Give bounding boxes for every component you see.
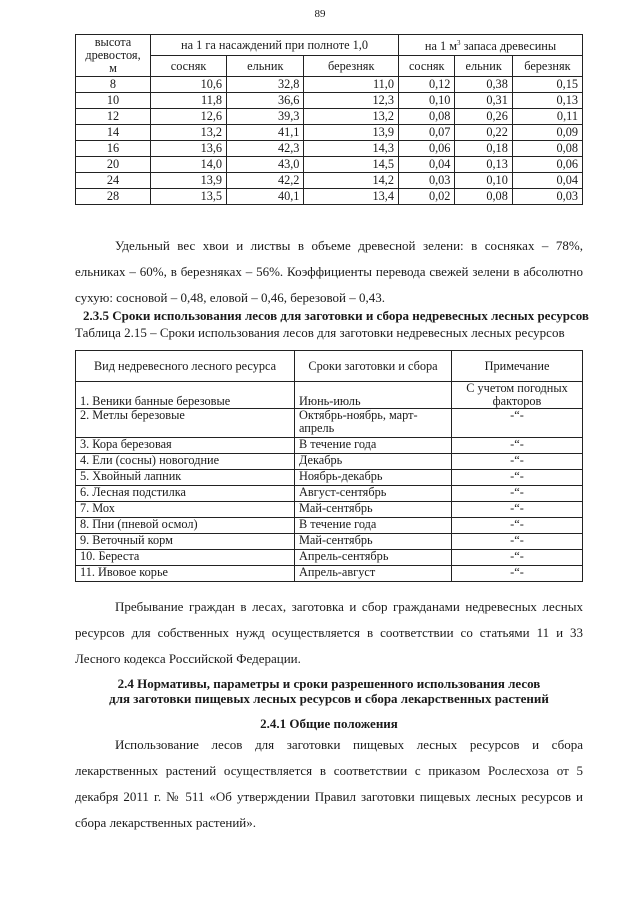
resource-type-header: Вид недревесного лесного ресурса	[76, 351, 295, 382]
paragraph-citizens-harvest: Пребывание граждан в лесах, заготовка и сбор гражданами недревесных лесных ресурсов для собственных нужд осуществляется в соответствии со статьями 11 и 33 Лесного кодекса Российской Федерации.	[75, 599, 583, 666]
subheader: ельник	[455, 56, 512, 77]
paragraph-greenery-ratio: Удельный вес хвои и листвы в объеме древесной зелени: в сосняках – 78%, ельниках – 60%, в березняках – 56%. Коэффициенты перевода свежей зелени в абсолютно сухую: сосновой – 0,48, еловой – 0,46, березовой – 0,43.	[75, 238, 583, 305]
table-row: 7. Мох Май-сентябрь -“-	[76, 502, 583, 518]
subheader: ельник	[227, 56, 304, 77]
section-2-4-title: 2.4 Нормативы, параметры и сроки разрешенного использования лесов для заготовки пищевых лесных ресурсов и сбора лекарственных растений	[109, 676, 549, 706]
page-number: 89	[314, 8, 326, 20]
table-row: 28 13,5 40,1 13,4 0,02 0,08 0,03	[76, 189, 583, 205]
per-m3-header: на 1 $м^3$ запаса древесины	[399, 35, 583, 56]
subheader: сосняк	[399, 56, 455, 77]
table-row: 10 11,8 36,6 12,3 0,10 0,31 0,13	[76, 93, 583, 109]
note-header: Примечание	[452, 351, 583, 382]
subheader: березняк	[304, 56, 399, 77]
table-row: 8 10,6 32,8 11,0 0,12 0,38 0,15	[76, 77, 583, 93]
harvest-period-header: Сроки заготовки и сбора	[295, 351, 452, 382]
table-row: 9. Веточный корм Май-сентябрь -“-	[76, 534, 583, 550]
non-timber-resources-table	[75, 350, 583, 582]
table-row: 1. Веники банные березовые Июнь-июль С учетом погодных факторов	[76, 382, 583, 409]
subheader: березняк	[512, 56, 582, 77]
per-hectare-header: на 1 га насаждений при полноте 1,0	[151, 35, 399, 56]
table-row: 16 13,6 42,3 14,3 0,06 0,18 0,08	[76, 141, 583, 157]
subheader: сосняк	[151, 56, 227, 77]
table-row: 5. Хвойный лапник Ноябрь-декабрь -“-	[76, 470, 583, 486]
table-row: 4. Ели (сосны) новогодние Декабрь -“-	[76, 454, 583, 470]
table-row: 8. Пни (пневой осмол) В течение года -“-	[76, 518, 583, 534]
table-row: 24 13,9 42,2 14,2 0,03 0,10 0,04	[76, 173, 583, 189]
table-row: 11. Ивовое корье Апрель-август -“-	[76, 566, 583, 582]
paragraph-general-provisions: Использование лесов для заготовки пищевых лесных ресурсов и сбора лекарственных растений осуществляется в соответствии с приказом Рослесхоза от 5 декабря 2011 г. № 511 «Об утверждении Правил заготовки пищевых лесных ресурсов и сбора лекарственных растений».	[75, 737, 583, 830]
table-row: 2. Метлы березовые Октябрь-ноябрь, март-апрель -“-	[76, 409, 583, 438]
greenery-table	[75, 34, 583, 205]
table-row: 10. Береста Апрель-сентябрь -“-	[76, 550, 583, 566]
table-2-15-caption: Таблица 2.15 – Сроки использования лесов для заготовки недревесных лесных ресурсов	[75, 325, 565, 340]
height-column-header: высота древостоя, м	[76, 35, 151, 77]
table-row: 3. Кора березовая В течение года -“-	[76, 438, 583, 454]
table-row: 6. Лесная подстилка Август-сентябрь -“-	[76, 486, 583, 502]
table-row: 14 13,2 41,1 13,9 0,07 0,22 0,09	[76, 125, 583, 141]
section-2-4-1-title: 2.4.1 Общие положения	[260, 716, 398, 731]
section-2-3-5-title: 2.3.5 Сроки использования лесов для заготовки и сбора недревесных лесных ресурсов	[83, 308, 589, 323]
table-row: 20 14,0 43,0 14,5 0,04 0,13 0,06	[76, 157, 583, 173]
table-row: 12 12,6 39,3 13,2 0,08 0,26 0,11	[76, 109, 583, 125]
